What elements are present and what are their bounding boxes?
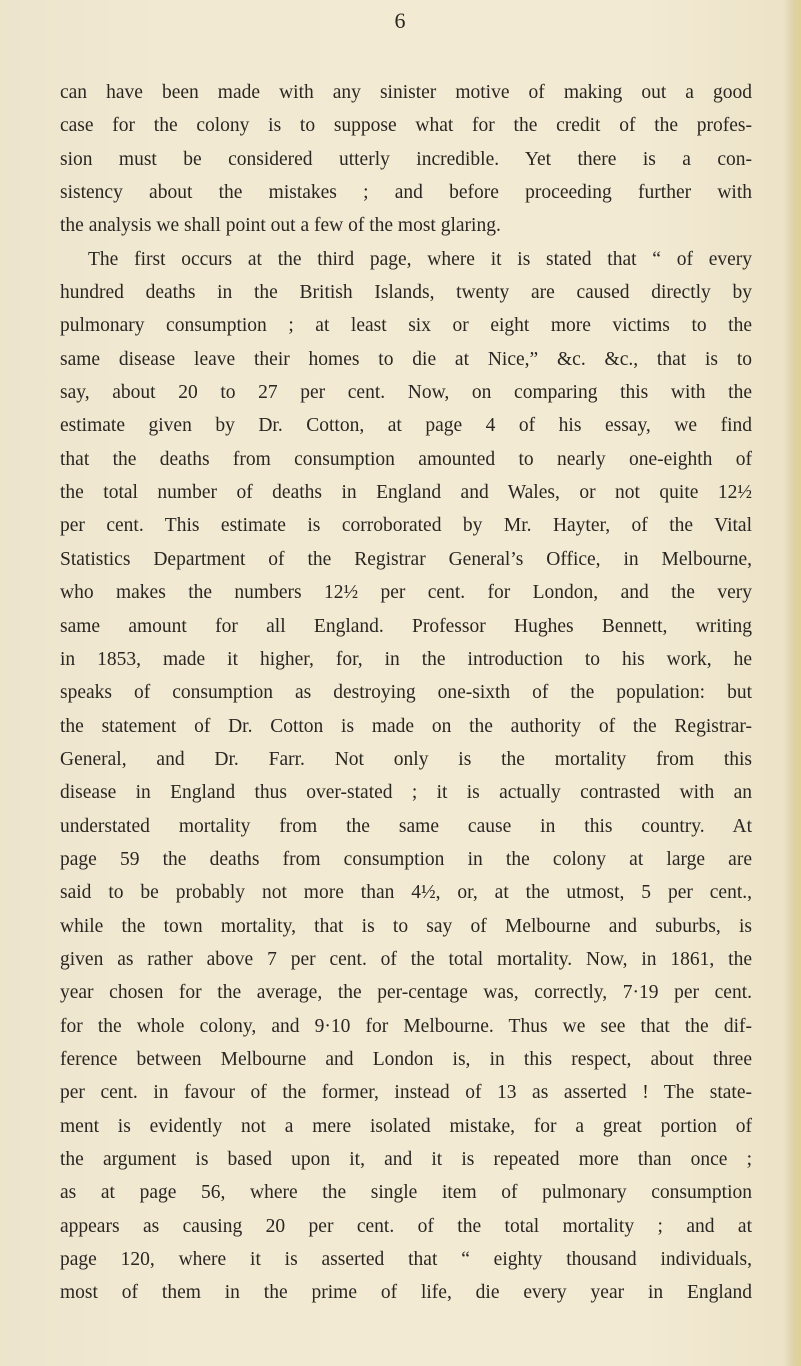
text-line: page 59 the deaths from consumption in the colony at large are: [60, 848, 752, 870]
text-line: the total number of deaths in England and Wales, or not quite 12½: [60, 482, 752, 504]
body-text: [60, 76, 752, 1310]
text-line: can have been made with any sinister motive of making out a good: [60, 82, 752, 103]
text-line: year chosen for the average, the per-centage was, correctly, 7·19 per cent.: [60, 982, 752, 1004]
text-line: pulmonary consumption ; at least six or eight more victims to the: [60, 315, 752, 337]
text-line: same disease leave their homes to die at Nice,” &c. &c., that is to: [60, 348, 752, 370]
text-line: most of them in the prime of life, die every year in England: [60, 1282, 752, 1304]
text-line: per cent. This estimate is corroborated by Mr. Hayter, of the Vital: [60, 515, 752, 537]
text-line: sistency about the mistakes ; and before proceeding further with: [60, 182, 752, 204]
text-line: per cent. in favour of the former, instead of 13 as asserted ! The state-: [60, 1082, 752, 1104]
text-line: hundred deaths in the British Islands, twenty are caused directly by: [60, 282, 752, 304]
text-line: disease in England thus over-stated ; it is actually contrasted with an: [60, 782, 752, 804]
text-line: that the deaths from consumption amounted to nearly one-eighth of: [60, 448, 752, 470]
text-line: given as rather above 7 per cent. of the total mortality. Now, in 1861, the: [60, 948, 752, 970]
text-line: speaks of consumption as destroying one-sixth of the population: but: [60, 682, 752, 704]
text-line: ment is evidently not a mere isolated mistake, for a great portion of: [60, 1115, 752, 1137]
text-line: while the town mortality, that is to say of Melbourne and suburbs, is: [60, 915, 752, 937]
text-line: in 1853, made it higher, for, in the introduction to his work, he: [60, 648, 752, 670]
text-line: ference between Melbourne and London is, in this respect, about three: [60, 1048, 752, 1070]
page-number: 6: [394, 8, 407, 33]
text-line: said to be probably not more than 4½, or, at the utmost, 5 per cent.,: [60, 882, 752, 904]
page-edge-shading: [783, 0, 801, 1366]
text-line: the analysis we shall point out a few of the most glaring.: [60, 215, 501, 237]
text-line: as at page 56, where the single item of pulmonary consumption: [60, 1182, 752, 1204]
text-line: the statement of Dr. Cotton is made on the authority of the Registrar-: [60, 715, 752, 737]
text-line: The first occurs at the third page, where it is stated that “ of every: [88, 248, 752, 270]
text-line: the argument is based upon it, and it is repeated more than once ;: [60, 1149, 752, 1170]
text-line: case for the colony is to suppose what for the credit of the profes-: [60, 115, 752, 137]
text-line: General, and Dr. Farr. Not only is the mortality from this: [60, 748, 752, 770]
text-line: understated mortality from the same cause in this country. At: [60, 815, 752, 837]
text-line: say, about 20 to 27 per cent. Now, on comparing this with the: [60, 382, 752, 404]
text-line: who makes the numbers 12½ per cent. for London, and the very: [60, 582, 752, 604]
text-line: for the whole colony, and 9·10 for Melbourne. Thus we see that the dif-: [60, 1015, 752, 1037]
text-line: same amount for all England. Professor Hughes Bennett, writing: [60, 615, 752, 637]
text-line: estimate given by Dr. Cotton, at page 4 of his essay, we find: [60, 415, 752, 437]
text-line: sion must be considered utterly incredible. Yet there is a con-: [60, 148, 752, 170]
text-line: page 120, where it is asserted that “ eighty thousand individuals,: [60, 1249, 752, 1271]
text-line: Statistics Department of the Registrar General’s Office, in Melbourne,: [60, 548, 752, 570]
text-line: appears as causing 20 per cent. of the total mortality ; and at: [60, 1215, 752, 1237]
